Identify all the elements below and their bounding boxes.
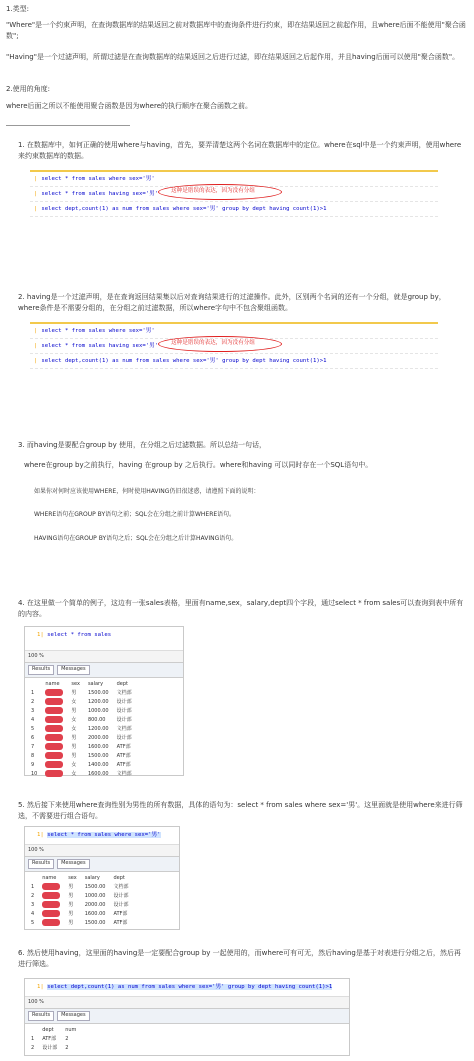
table-cell: 男 [68,901,74,908]
sql-result-panel-1 [24,626,184,776]
section3-text: 3. 而having是要配合group by 使用，在分组之后过滤数据。所以总结一句话， [18,441,266,449]
tab-messages[interactable]: Messages [57,1011,90,1021]
table-cell: 女 [71,725,77,732]
error-annotation: 这种是错误的表达，因为没有分组 [158,336,282,352]
table-row[interactable] [27,1035,80,1044]
where-definition: "Where"是一个约束声明，在查询数据库的结果返回之前对数据库中的查询条件进行约束，即在结果返回之前起作用，且where后面不能使用"聚合函数"; [6,21,466,40]
table-cell: 1400.00 [87,761,109,768]
section4-text: 4. 在这里做一个简单的例子，这边有一张sales表格，里面有name,sex，salary,dept四个字段，通过select * from sales可以查询到表中所有的内容。 [18,599,464,618]
table-cell: 文档部 [113,883,129,890]
error-annotation: 这种是错误的表达，因为没有分组 [158,184,282,200]
table-cell: 3 [31,707,35,714]
table-cell: 男 [71,752,77,759]
tab-results[interactable]: Results [28,665,54,675]
results-grid: dept num 1 ATF部 2 2 设计部 2 [27,1026,80,1053]
table-cell: 设计部 [116,734,132,741]
redaction-mark [45,761,63,768]
tab-messages[interactable]: Messages [57,665,90,675]
table-cell: 女 [71,761,77,768]
table-cell: ATF部 [113,910,128,917]
table-row[interactable] [27,892,132,901]
redacted-name-cell [41,770,67,779]
table-row[interactable] [27,743,136,752]
table-cell: 男 [71,707,77,714]
quote-where: WHERE语句在GROUP BY语句之前；SQL会在分组之前计算WHERE语句。 [34,511,236,518]
table-cell: 设计部 [116,707,132,714]
redaction-mark [45,752,63,759]
redaction-mark [42,892,60,899]
divider [6,125,130,126]
redaction-mark [45,707,63,714]
code-line: | select dept,count(1) as num from sales where sex='男' group by dept having count(1)>1 [30,202,438,217]
sql-query[interactable]: 1| select * from sales [37,632,112,638]
redaction-mark [45,725,63,732]
tab-messages[interactable]: Messages [57,859,90,869]
table-cell: 1200.00 [87,698,109,705]
zoom-level[interactable]: 100 % [25,996,349,1009]
table-cell: 9 [31,761,35,768]
tab-results[interactable]: Results [28,859,54,869]
table-row[interactable] [27,716,136,725]
table-cell: ATF部 [116,743,131,750]
redacted-name-cell [38,919,64,928]
table-cell: 800.00 [87,716,106,723]
table-cell: 7 [31,743,35,750]
table-cell: 女 [71,770,77,777]
table-cell: 设计部 [113,892,129,899]
code-line: | select * from sales where sex='男' [30,172,438,187]
table-cell: 4 [31,910,35,917]
table-cell: 1500.00 [87,689,109,696]
table-cell: 2 [31,698,35,705]
table-cell: 男 [68,883,74,890]
redacted-name-cell [41,761,67,770]
table-cell: 5 [31,919,35,926]
table-cell: ATF部 [116,752,131,759]
table-cell: ATF部 [116,761,131,768]
table-cell: 1600.00 [87,743,109,750]
redacted-name-cell [41,752,67,761]
table-row[interactable] [27,689,136,698]
table-cell: 2 [31,1044,35,1051]
table-row[interactable] [27,919,132,928]
table-cell: 2000.00 [84,901,106,908]
table-row[interactable] [27,734,136,743]
table-cell: 男 [68,919,74,926]
code-line: | select * from sales where sex='男' [30,324,438,339]
table-row[interactable] [27,770,136,779]
table-row[interactable] [27,901,132,910]
table-row[interactable] [27,707,136,716]
redaction-mark [45,734,63,741]
zoom-level[interactable]: 100 % [25,650,183,663]
table-row[interactable] [27,910,132,919]
table-cell: 1500.00 [84,883,106,890]
table-cell: ATF部 [42,1035,57,1042]
section6-text: 6. 然后使用having，这里面的having是一定要配合group by 一起使用的，而where可有可无，然后having是基于对表进行分组之后，然后再进行筛选。 [18,949,461,968]
usage-heading: 2.使用的角度: [6,85,51,93]
table-cell: 2 [31,892,35,899]
table-cell: 文档部 [116,689,132,696]
table-cell: 男 [68,892,74,899]
table-row[interactable] [27,725,136,734]
table-cell: 女 [71,698,77,705]
quote-having: HAVING语句在GROUP BY语句之后；SQL会在分组之后计算HAVING语句。 [34,535,238,542]
table-row[interactable] [27,698,136,707]
table-cell: 文档部 [116,770,132,777]
usage-text: where后面之所以不能使用聚合函数是因为where的执行顺序在聚合函数之前。 [6,102,252,110]
table-cell: 女 [71,716,77,723]
redacted-name-cell [41,689,67,698]
redacted-name-cell [41,743,67,752]
zoom-level[interactable]: 100 % [25,844,179,857]
section3-summary: where在group by之前执行，having 在group by 之后执行。where和having 可以同时存在一个SQL语句中。 [24,461,373,469]
table-cell: 设计部 [113,901,129,908]
table-cell: 2 [65,1035,69,1042]
result-tabs [25,856,179,872]
redacted-name-cell [41,716,67,725]
table-cell: 1500.00 [84,919,106,926]
code-line: | select * from sales having sex='男' [30,187,438,202]
table-cell: 4 [31,716,35,723]
table-cell: 1200.00 [87,725,109,732]
redacted-name-cell [41,707,67,716]
table-cell: 设计部 [42,1044,58,1051]
table-cell: 1 [31,883,35,890]
table-cell: 2000.00 [87,734,109,741]
table-cell: 1 [31,689,35,696]
table-cell: 2 [65,1044,69,1051]
table-cell: 男 [71,734,77,741]
table-cell: 男 [71,743,77,750]
table-cell: 1 [31,1035,35,1042]
redaction-mark [45,743,63,750]
table-cell: 5 [31,725,35,732]
table-cell: 设计部 [116,698,132,705]
table-cell: 1600.00 [87,770,109,777]
redacted-name-cell [41,734,67,743]
results-grid: name sex salary dept 1 男 1500.00 文档部 2 女 1200.00 设计部 3 男 1000.00 设计部 4 女 800.00 设计部 5 女 1200.00 文档部 6 男 2000.00 设计部 7 男 1600.00 ATF部 8 男 1500.00 ATF部 9 女 1400.00 ATF部 10 女 1600.00 文档部 [27,680,136,779]
table-cell: 10 [31,770,38,777]
redaction-mark [42,901,60,908]
having-definition: "Having"是一个过滤声明，所谓过滤是在查询数据库的结果返回之后进行过滤，即在结果返回之后起作用，并且having后面可以使用"聚合函数"。 [6,53,460,61]
table-cell: 1600.00 [84,910,106,917]
redaction-mark [42,883,60,890]
sql-result-panel-3 [24,978,350,1056]
table-cell: 6 [31,734,35,741]
redacted-name-cell [38,901,64,910]
redacted-name-cell [41,725,67,734]
table-cell: 男 [68,910,74,917]
section1-text: 1. 在数据库中，如何正确的使用where与having，首先，要弄清楚这两个名词在数据库中的定位。where在sql中是一个约束声明，使用where来约束数据库的数据。 [18,141,462,160]
redaction-mark [42,919,60,926]
redacted-name-cell [41,698,67,707]
redacted-name-cell [38,892,64,901]
redaction-mark [45,689,63,696]
table-cell: 1000.00 [84,892,106,899]
sql-query[interactable]: 1| select * from sales where sex='男' [37,832,161,838]
result-tabs [25,1008,349,1024]
type-heading: 1.类型: [6,5,30,13]
redacted-name-cell [38,883,64,892]
table-row[interactable] [27,1044,80,1053]
table-cell: 设计部 [116,716,132,723]
table-cell: 文档部 [116,725,132,732]
table-row[interactable] [27,752,136,761]
result-tabs [25,662,183,678]
code-line: | select * from sales having sex='男' [30,339,438,354]
table-cell: 1000.00 [87,707,109,714]
table-cell: 8 [31,752,35,759]
table-cell: 3 [31,901,35,908]
sql-result-panel-2 [24,826,180,930]
table-cell: 男 [71,689,77,696]
table-row[interactable] [27,761,136,770]
section5-text: 5. 然后接下来使用where查询性别为男性的所有数据，具体的语句为：select * from sales where sex='男'。这里面就是使用where来进行筛选，不需要进行组合语句。 [18,801,463,820]
results-grid: name sex salary dept 1 男 1500.00 文档部 2 男 1000.00 设计部 3 男 2000.00 设计部 4 男 1600.00 ATF部 5 男 1500.00 ATF部 [27,874,132,928]
redaction-mark [42,910,60,917]
redaction-mark [45,770,63,777]
redacted-name-cell [38,910,64,919]
section2-text: 2. having是一个过滤声明，是在查询返回结果集以后对查询结果进行的过滤操作。此外，区别两个名词的还有一个分组，就是group by，where条件是不需要分组的，在分组之前过滤数据，所以where字句中不包含聚组函数。 [18,293,446,312]
redaction-mark [45,698,63,705]
redaction-mark [45,716,63,723]
table-row[interactable] [27,883,132,892]
quote-intro: 如果你对何时应该使用WHERE，何时使用HAVING仍旧很迷惑，请遵照下面的说明： [34,488,260,495]
table-cell: ATF部 [113,919,128,926]
tab-results[interactable]: Results [28,1011,54,1021]
sql-query[interactable]: 1| select dept,count(1) as num from sales where sex='男' group by dept having count(1)>1 [37,984,333,990]
table-cell: 1500.00 [87,752,109,759]
code-line: | select dept,count(1) as num from sales where sex='男' group by dept having count(1)>1 [30,354,438,369]
